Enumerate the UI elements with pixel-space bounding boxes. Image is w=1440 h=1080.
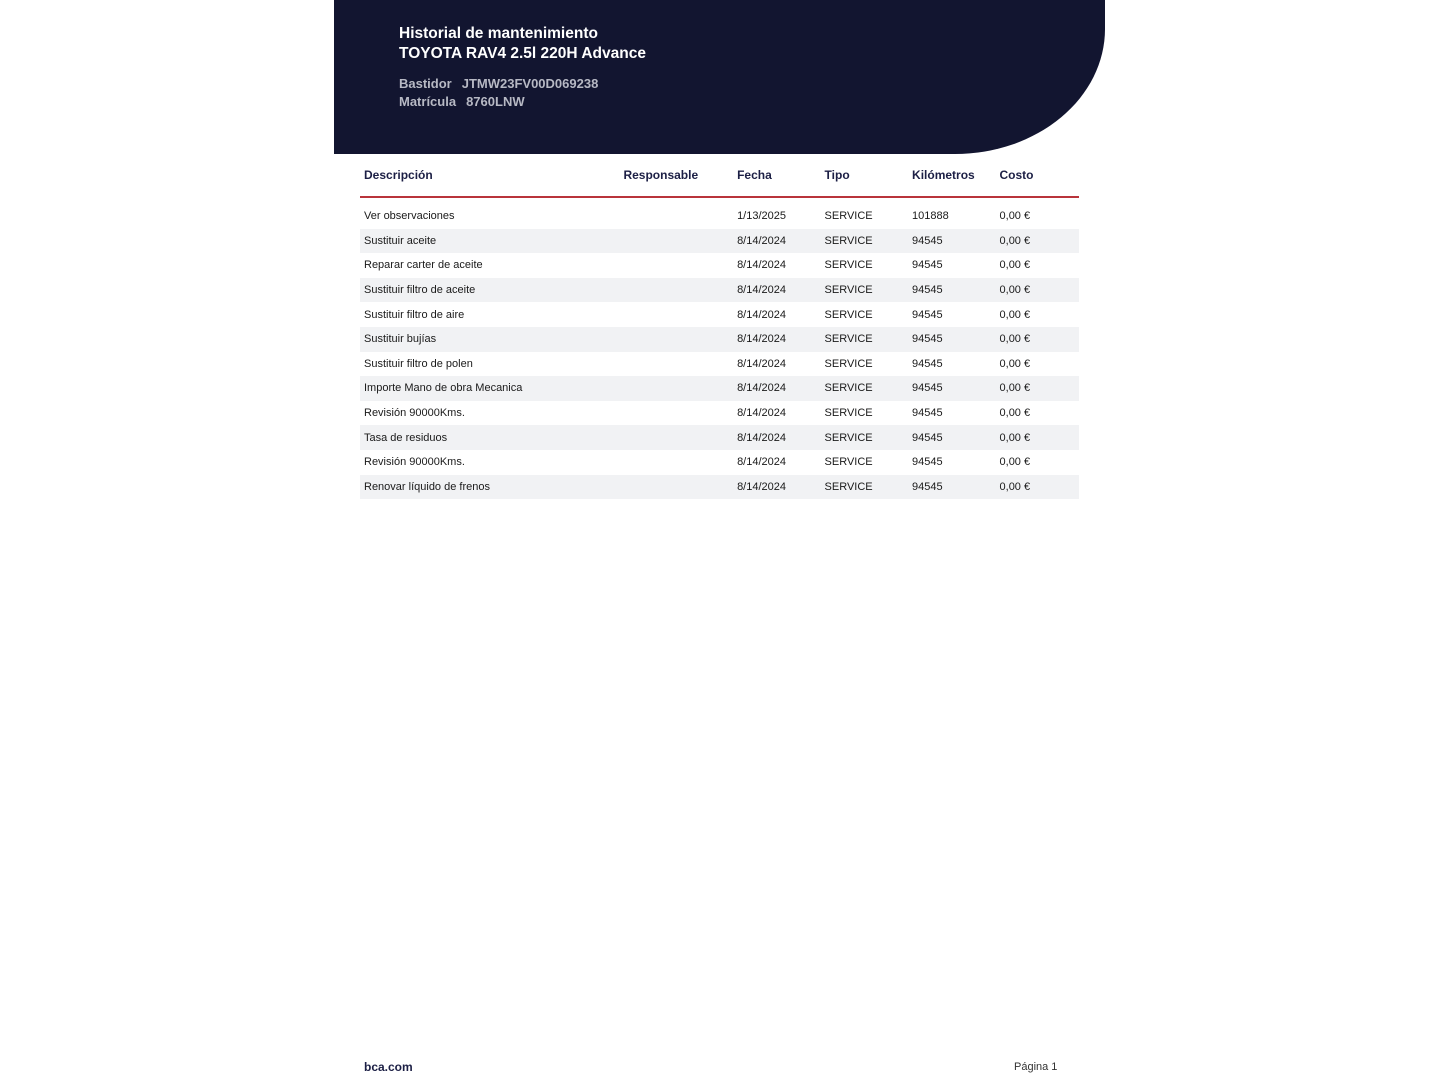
- cell-tipo: SERVICE: [824, 210, 873, 223]
- column-header-fecha: Fecha: [733, 162, 820, 197]
- cell-costo: 0,00 €: [996, 425, 1079, 450]
- cell-descripcion: Sustituir filtro de aire: [364, 308, 465, 321]
- cell-responsable: [619, 401, 733, 426]
- table-row: [360, 425, 1079, 450]
- table-row: [360, 278, 1079, 303]
- cell-km: 94545: [912, 259, 943, 272]
- table-row: [360, 302, 1079, 327]
- cell-fecha: 8/14/2024: [737, 456, 786, 469]
- cell-descripcion: Tasa de residuos: [360, 425, 619, 450]
- cell-tipo: SERVICE: [821, 425, 908, 450]
- cell-descripcion: Renovar líquido de frenos: [360, 475, 619, 500]
- cell-descripcion: Sustituir aceite: [360, 229, 619, 254]
- header-text: [399, 24, 646, 111]
- cell-costo: 0,00 €: [999, 357, 1031, 370]
- cell-responsable: [619, 302, 733, 327]
- cell-costo: 0,00 €: [996, 475, 1079, 500]
- maintenance-table-wrap: [360, 162, 1079, 499]
- cell-km: 94545: [912, 308, 943, 321]
- cell-km: 94545: [912, 357, 943, 370]
- cell-km: 94545: [908, 327, 995, 352]
- cell-km: 101888: [912, 210, 949, 223]
- cell-descripcion: Sustituir bujías: [360, 327, 619, 352]
- cell-km: 94545: [908, 278, 995, 303]
- cell-tipo: SERVICE: [824, 308, 873, 321]
- cell-km: 94545: [908, 475, 995, 500]
- matricula-line: [399, 93, 646, 111]
- cell-fecha: 8/14/2024: [737, 308, 786, 321]
- table-row: [360, 229, 1079, 254]
- cell-descripcion: Sustituir filtro de polen: [364, 357, 473, 370]
- column-header-tipo: Tipo: [821, 162, 908, 197]
- table-row: [360, 475, 1079, 500]
- document-page: [334, 0, 1105, 1080]
- cell-responsable: [619, 352, 733, 377]
- cell-fecha: 8/14/2024: [737, 407, 786, 420]
- cell-costo: 0,00 €: [999, 210, 1031, 223]
- cell-fecha: 8/14/2024: [733, 327, 820, 352]
- cell-fecha: 8/14/2024: [737, 357, 786, 370]
- cell-responsable: [619, 229, 733, 254]
- cell-tipo: SERVICE: [821, 376, 908, 401]
- cell-fecha: 8/14/2024: [733, 425, 820, 450]
- cell-descripcion: Revisión 90000Kms.: [364, 407, 465, 420]
- cell-responsable: [619, 475, 733, 500]
- table-row: [360, 204, 1079, 229]
- matricula-label: Matrícula: [399, 94, 457, 109]
- cell-fecha: 1/13/2025: [737, 210, 786, 223]
- cell-costo: 0,00 €: [999, 456, 1031, 469]
- table-row: [360, 253, 1079, 278]
- cell-costo: 0,00 €: [996, 278, 1079, 303]
- cell-fecha: 8/14/2024: [737, 259, 786, 272]
- column-header-kilometros: Kilómetros: [908, 162, 995, 197]
- footer-page-number: Página 1: [1014, 1061, 1058, 1073]
- document-title: Historial de mantenimiento: [399, 25, 598, 42]
- document-header: [334, 0, 1105, 154]
- cell-responsable: [619, 425, 733, 450]
- cell-costo: 0,00 €: [996, 229, 1079, 254]
- cell-descripcion: Importe Mano de obra Mecanica: [360, 376, 619, 401]
- cell-fecha: 8/14/2024: [733, 229, 820, 254]
- cell-km: 94545: [908, 425, 995, 450]
- cell-descripcion: Ver observaciones: [364, 210, 455, 223]
- cell-tipo: SERVICE: [821, 475, 908, 500]
- table-header-row: [360, 162, 1079, 197]
- cell-descripcion: Reparar carter de aceite: [364, 259, 483, 272]
- cell-costo: 0,00 €: [999, 407, 1031, 420]
- cell-costo: 0,00 €: [996, 376, 1079, 401]
- cell-fecha: 8/14/2024: [733, 278, 820, 303]
- cell-km: 94545: [908, 376, 995, 401]
- table-row: [360, 352, 1079, 377]
- cell-tipo: SERVICE: [821, 278, 908, 303]
- cell-responsable: [619, 204, 733, 229]
- cell-costo: 0,00 €: [996, 327, 1079, 352]
- cell-responsable: [619, 327, 733, 352]
- cell-descripcion: Revisión 90000Kms.: [364, 456, 465, 469]
- cell-costo: 0,00 €: [999, 308, 1031, 321]
- cell-km: 94545: [912, 407, 943, 420]
- bastidor-value: JTMW23FV00D069238: [461, 76, 599, 91]
- bastidor-label: Bastidor: [399, 76, 452, 91]
- cell-tipo: SERVICE: [824, 259, 873, 272]
- vehicle-name: TOYOTA RAV4 2.5l 220H Advance: [399, 45, 646, 62]
- column-header-descripcion: Descripción: [360, 162, 619, 197]
- cell-responsable: [619, 253, 733, 278]
- cell-descripcion: Sustituir filtro de aceite: [360, 278, 619, 303]
- bastidor-line: [399, 75, 646, 93]
- table-body: [360, 204, 1079, 499]
- column-header-responsable: Responsable: [619, 162, 733, 197]
- cell-km: 94545: [908, 229, 995, 254]
- column-header-costo: Costo: [996, 162, 1079, 197]
- vehicle-meta: [399, 75, 646, 111]
- cell-km: 94545: [912, 456, 943, 469]
- cell-tipo: SERVICE: [824, 407, 873, 420]
- table-row: [360, 401, 1079, 426]
- cell-costo: 0,00 €: [999, 259, 1031, 272]
- cell-tipo: SERVICE: [824, 357, 873, 370]
- cell-tipo: SERVICE: [824, 456, 873, 469]
- matricula-value: 8760LNW: [466, 94, 525, 109]
- table-row: [360, 327, 1079, 352]
- cell-responsable: [619, 450, 733, 475]
- cell-tipo: SERVICE: [821, 327, 908, 352]
- table-row: [360, 450, 1079, 475]
- cell-tipo: SERVICE: [821, 229, 908, 254]
- maintenance-table: [360, 162, 1079, 499]
- cell-responsable: [619, 376, 733, 401]
- cell-responsable: [619, 278, 733, 303]
- footer-site: bca.com: [364, 1060, 413, 1074]
- cell-fecha: 8/14/2024: [733, 376, 820, 401]
- table-row: [360, 376, 1079, 401]
- cell-fecha: 8/14/2024: [733, 475, 820, 500]
